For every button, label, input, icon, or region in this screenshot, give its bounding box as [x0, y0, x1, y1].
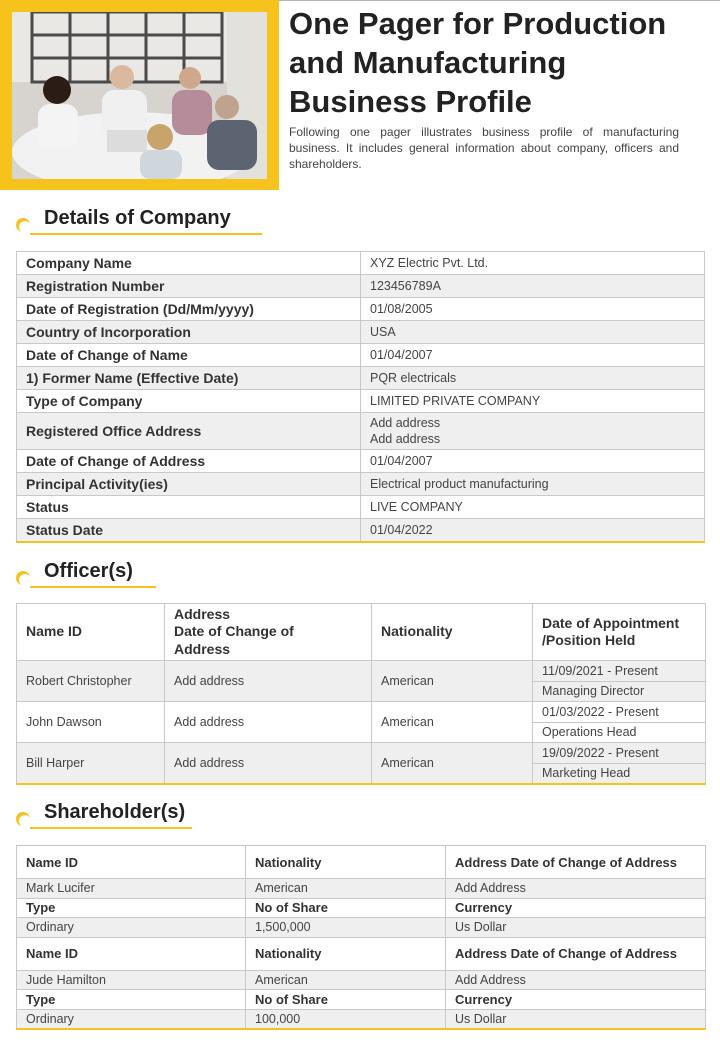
field-label: Date of Change of Name — [17, 344, 361, 367]
field-value: XYZ Electric Pvt. Ltd. — [361, 252, 705, 275]
column-header-nationality: Nationality — [372, 604, 533, 661]
field-label: Status — [17, 496, 361, 519]
field-value: LIMITED PRIVATE COMPANY — [361, 390, 705, 413]
appointment-date: 01/03/2022 - Present — [533, 702, 706, 723]
header-line: Date of Change of — [174, 623, 294, 640]
table-row — [17, 413, 705, 450]
field-value — [361, 413, 705, 450]
subheader-shares: No of Share — [246, 898, 446, 918]
column-header-address: Address Date of Change of Address — [446, 846, 706, 879]
subheader-currency: Currency — [446, 898, 706, 918]
officer-name: Bill Harper — [17, 743, 165, 784]
field-label: 1) Former Name (Effective Date) — [17, 367, 361, 390]
table-row — [17, 496, 705, 519]
column-header-nationality: Nationality — [246, 937, 446, 970]
column-header-name: Name ID — [17, 604, 165, 661]
section-heading-officers — [16, 559, 156, 589]
title-line-1: One Pager for Production — [289, 6, 667, 41]
table-row — [17, 298, 705, 321]
field-label: Status Date — [17, 519, 361, 542]
shareholder-name: Jude Hamilton — [17, 970, 246, 990]
share-currency: Us Dollar — [446, 1009, 706, 1029]
field-label: Principal Activity(ies) — [17, 473, 361, 496]
subheader-type: Type — [17, 990, 246, 1010]
column-header-address — [165, 604, 372, 661]
officer-address: Add address — [165, 702, 372, 743]
header-line: Address — [174, 605, 231, 622]
shareholder-name: Mark Lucifer — [17, 879, 246, 899]
shareholder-address: Add Address — [446, 879, 706, 899]
table-row — [17, 918, 706, 938]
header-line: Date of Appointment — [542, 614, 680, 631]
officer-address: Add address — [165, 661, 372, 702]
officer-name: John Dawson — [17, 702, 165, 743]
field-label: Date of Registration (Dd/Mm/yyyy) — [17, 298, 361, 321]
field-value: LIVE COMPANY — [361, 496, 705, 519]
field-value: Electrical product manufacturing — [361, 473, 705, 496]
team-meeting-photo — [12, 12, 267, 179]
shareholders-table — [16, 845, 706, 1030]
column-header-name: Name ID — [17, 846, 246, 879]
table-subheader-row — [17, 990, 706, 1010]
share-currency: Us Dollar — [446, 918, 706, 938]
table-row — [17, 1009, 706, 1029]
photo-frame — [0, 0, 279, 190]
page-subtitle: Following one pager illustrates business profile of manufacturing business. It includes general information about company, officers and shareholders. — [289, 125, 679, 171]
bullet-dot-icon — [16, 812, 30, 826]
bullet-dot-icon — [16, 571, 30, 585]
field-value: 01/04/2007 — [361, 450, 705, 473]
subheader-shares: No of Share — [246, 990, 446, 1010]
field-value: 01/04/2022 — [361, 519, 705, 542]
field-label: Registration Number — [17, 275, 361, 298]
officers-table — [16, 603, 706, 785]
table-row — [17, 390, 705, 413]
table-row — [17, 367, 705, 390]
title-line-2: and Manufacturing — [289, 45, 567, 80]
officer-nationality: American — [372, 743, 533, 784]
header-line: Address — [174, 640, 231, 657]
field-value: 123456789A — [361, 275, 705, 298]
position-held: Managing Director — [533, 681, 706, 702]
table-subheader-row — [17, 898, 706, 918]
field-label: Company Name — [17, 252, 361, 275]
section-underline — [30, 827, 192, 829]
table-row — [17, 275, 705, 298]
field-value: USA — [361, 321, 705, 344]
table-row — [17, 879, 706, 899]
table-row — [17, 661, 706, 682]
table-header-row — [17, 937, 706, 970]
field-label: Type of Company — [17, 390, 361, 413]
shareholder-address: Add Address — [446, 970, 706, 990]
field-label: Date of Change of Address — [17, 450, 361, 473]
field-label: Country of Incorporation — [17, 321, 361, 344]
section-underline — [30, 233, 262, 235]
field-value: 01/04/2007 — [361, 344, 705, 367]
section-heading-shareholders — [16, 800, 196, 830]
table-header-row — [17, 846, 706, 879]
section-heading-company — [16, 206, 256, 236]
title-line-3: Business Profile — [289, 84, 532, 119]
section-title-officers: Officer(s) — [44, 560, 133, 582]
table-row — [17, 344, 705, 367]
column-header-appointment — [533, 604, 706, 661]
company-details-table — [16, 251, 705, 543]
shareholder-nationality: American — [246, 879, 446, 899]
officer-address: Add address — [165, 743, 372, 784]
field-value: PQR electricals — [361, 367, 705, 390]
officer-name: Robert Christopher — [17, 661, 165, 702]
section-title-shareholders: Shareholder(s) — [44, 801, 186, 823]
appointment-date: 11/09/2021 - Present — [533, 661, 706, 682]
column-header-nationality: Nationality — [246, 846, 446, 879]
table-row — [17, 473, 705, 496]
bullet-dot-icon — [16, 218, 30, 232]
share-count: 1,500,000 — [246, 918, 446, 938]
share-count: 100,000 — [246, 1009, 446, 1029]
position-held: Operations Head — [533, 722, 706, 743]
table-row — [17, 970, 706, 990]
appointment-date: 19/09/2022 - Present — [533, 743, 706, 764]
table-row — [17, 743, 706, 764]
column-header-name: Name ID — [17, 937, 246, 970]
column-header-address: Address Date of Change of Address — [446, 937, 706, 970]
page-title — [289, 4, 709, 121]
officer-nationality: American — [372, 702, 533, 743]
team-photo-illustration — [12, 12, 267, 179]
address-line-2: Add address — [370, 432, 441, 446]
header-line: /Position Held — [542, 632, 636, 648]
table-row — [17, 321, 705, 344]
share-type: Ordinary — [17, 1009, 246, 1029]
table-row — [17, 252, 705, 275]
section-underline — [30, 586, 156, 588]
field-label: Registered Office Address — [17, 413, 361, 450]
table-header-row — [17, 604, 706, 661]
section-title-company: Details of Company — [44, 207, 231, 229]
shareholder-nationality: American — [246, 970, 446, 990]
position-held: Marketing Head — [533, 763, 706, 784]
field-value: 01/08/2005 — [361, 298, 705, 321]
table-row — [17, 702, 706, 723]
table-row — [17, 519, 705, 542]
share-type: Ordinary — [17, 918, 246, 938]
address-line-1: Add address — [370, 416, 441, 430]
table-row — [17, 450, 705, 473]
subheader-type: Type — [17, 898, 246, 918]
officer-nationality: American — [372, 661, 533, 702]
subheader-currency: Currency — [446, 990, 706, 1010]
